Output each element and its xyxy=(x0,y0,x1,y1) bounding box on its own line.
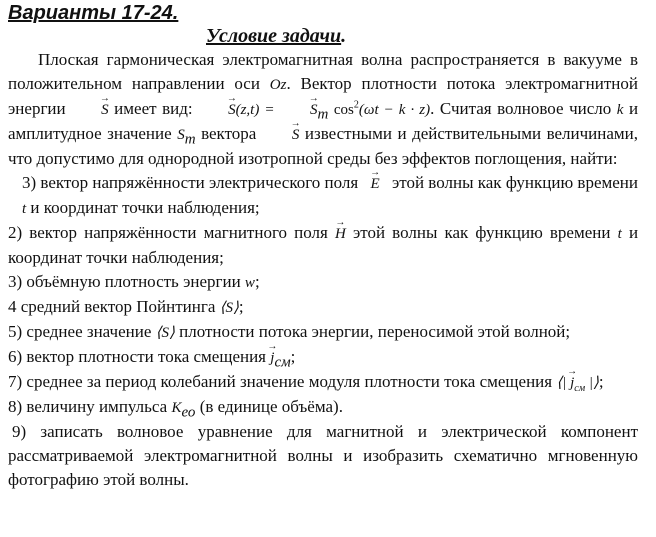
K-sub: ео xyxy=(181,404,196,421)
formula-Sm: → S xyxy=(280,98,318,122)
axis-oz: Oz xyxy=(269,77,287,93)
j-sub: см xyxy=(574,383,586,394)
item-text: этой волны как функцию времени xyxy=(352,223,611,242)
vector-j: → j xyxy=(570,371,574,395)
item-text: 7) среднее за период колебаний значение модуля плотности тока смещения xyxy=(8,372,553,391)
vector-E: → E xyxy=(371,172,380,196)
symbol-t: t xyxy=(617,226,622,242)
item-text: 6) вектор плотности тока смещения xyxy=(8,347,267,366)
intro-text-1: Плоская гармоническая электромагнитная волна распространяется в вакууме в положительном направлении оси xyxy=(8,50,638,93)
item-text: 9) записать волновое уравнение для магнитной и электрической компонент рассматриваемой электромагнитной волны и изобразить схематично мгновенную фотографию этой волны. xyxy=(8,422,638,489)
item-text: 8) величину импульса xyxy=(8,397,168,416)
item-text: 3) объёмную плотность энергии xyxy=(8,272,241,291)
intro-text-3: имеет вид: xyxy=(114,99,193,118)
symbol-S-vector: → S xyxy=(262,123,300,147)
intro-paragraph xyxy=(8,48,638,171)
condition-title: Условие задачи xyxy=(206,25,342,47)
mean-abs-j: ⟨| → $j_{см}$ |⟩ xyxy=(556,375,598,391)
condition-title-dot: . xyxy=(341,25,347,47)
condition-heading xyxy=(206,25,346,48)
intro-text-4: . Считая волновое число xyxy=(430,99,612,118)
item-text: 2) вектор напряжённости магнитного поля xyxy=(8,223,328,242)
symbol-m-sub: m xyxy=(184,131,196,148)
formula-lhs: (z,t) = xyxy=(235,102,275,118)
item-text: (в единице объёма). xyxy=(199,397,343,416)
item-text: 4 средний вектор Пойнтинга xyxy=(8,297,216,316)
formula-cos: cos xyxy=(333,102,354,118)
item-text: ; xyxy=(254,272,260,291)
list-item xyxy=(8,171,638,221)
intro-text-6: вектора xyxy=(201,124,257,143)
vector-H: → H xyxy=(335,222,346,246)
item-text: ; xyxy=(290,347,296,366)
item-text: 5) среднее значение xyxy=(8,322,152,341)
list-item xyxy=(8,320,638,345)
formula-S: → S xyxy=(198,98,236,122)
j-sub: см xyxy=(274,354,291,371)
formula-arg: (ωt − k · z) xyxy=(358,102,431,118)
symbol-K: K xyxy=(171,400,182,416)
intro-text-2: . Вектор плотности потока электромагнитной энергии xyxy=(8,74,639,118)
formula-m-sub: m xyxy=(317,106,329,123)
item-text: и координат точки наблюдения; xyxy=(30,198,260,217)
formula-cos-sup: 2 xyxy=(353,99,359,111)
intro-text-7: известными и действительными величинами, что допустимо для однородной изотропной среды без эффектов поглощения, найти: xyxy=(8,124,639,168)
list-item xyxy=(8,270,638,295)
list-item xyxy=(8,345,638,370)
item-text: и координат точки наблюдения; xyxy=(8,223,639,267)
list-item xyxy=(8,370,638,395)
list-item xyxy=(8,295,638,320)
mean-poynting: ⟨S⟩ xyxy=(219,300,239,316)
problem-body xyxy=(8,48,638,492)
list-item xyxy=(8,221,638,270)
item-text: ; xyxy=(598,372,604,391)
mean-S: ⟨S⟩ xyxy=(155,325,175,341)
variants-heading: Варианты 17-24. xyxy=(8,2,179,24)
list-item xyxy=(8,420,638,492)
item-text: этой волны как функцию времени xyxy=(391,173,639,192)
vector-S: → S xyxy=(71,98,109,122)
item-text: 3) вектор напряжённости электрического поля xyxy=(22,173,359,192)
symbol-k: k xyxy=(616,102,624,118)
symbol-t: t xyxy=(22,201,27,217)
item-text: плотности потока энергии, переносимой этой волной; xyxy=(179,322,571,341)
list-item xyxy=(8,395,638,420)
vector-j: → j xyxy=(270,346,274,370)
intro-text-5: и амплитудное значение xyxy=(8,99,639,143)
symbol-w: w xyxy=(244,275,255,291)
symbol-Sm: S xyxy=(177,127,185,143)
item-text: ; xyxy=(238,297,244,316)
